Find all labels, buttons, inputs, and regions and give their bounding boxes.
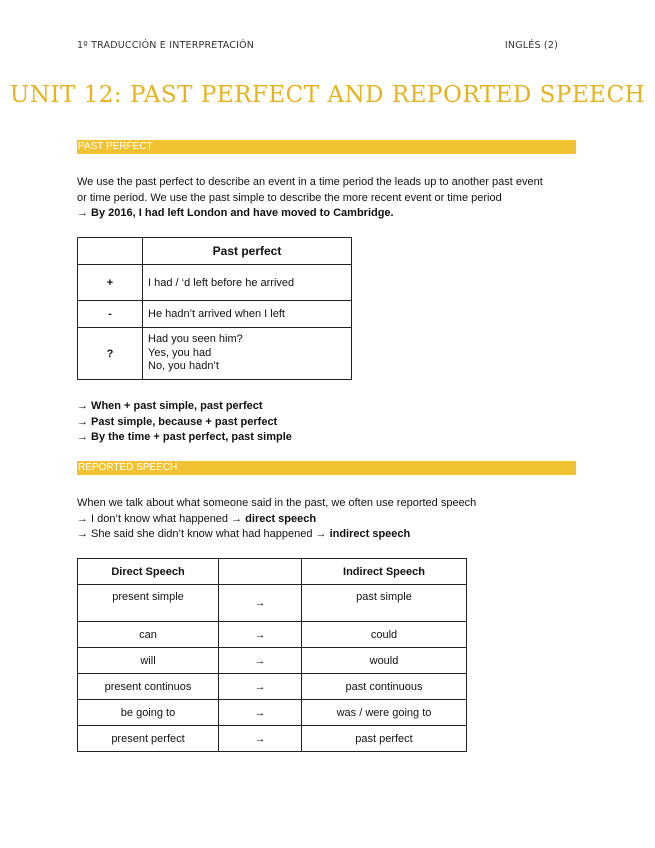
table-row	[78, 301, 352, 328]
direct-speech-label: direct speech	[245, 512, 317, 525]
intro-line: When we talk about what someone said in the past, we often use reported speech	[77, 497, 477, 509]
arrow-cell: →	[219, 674, 302, 700]
section-heading-reported-speech: REPORTED SPEECH	[77, 461, 576, 475]
rule-item: → When + past simple, past perfect	[77, 400, 263, 412]
column-header-indirect: Indirect Speech	[302, 559, 467, 585]
reported-speech-table	[77, 558, 467, 752]
indirect-cell: could	[302, 622, 467, 648]
column-header-arrow	[219, 559, 302, 585]
arrow-cell: →	[219, 622, 302, 648]
example-text: → She said she didn’t know what had happened →	[77, 528, 330, 540]
table-row	[78, 622, 467, 648]
table-row	[78, 648, 467, 674]
arrow-cell: →	[219, 585, 302, 622]
table-row	[78, 726, 467, 752]
table-row	[78, 265, 352, 301]
direct-cell: will	[78, 648, 219, 674]
indirect-cell: past continuous	[302, 674, 467, 700]
direct-cell: present continuos	[78, 674, 219, 700]
column-header-direct: Direct Speech	[78, 559, 219, 585]
direct-cell: present perfect	[78, 726, 219, 752]
subject-label: INGLÉS (2)	[504, 40, 558, 51]
page-title: UNIT 12: PAST PERFECT AND REPORTED SPEECH	[9, 82, 646, 108]
table-row	[78, 700, 467, 726]
indirect-cell: would	[302, 648, 467, 674]
arrow-cell: →	[219, 726, 302, 752]
arrow-cell: →	[219, 700, 302, 726]
direct-example	[77, 512, 587, 528]
example-line: Yes, you had	[148, 346, 212, 359]
example-cell: I had / ‘d left before he arrived	[143, 265, 352, 301]
rule-item: → By the time + past perfect, past simple	[77, 431, 292, 443]
table-row	[78, 585, 467, 622]
sign-cell: -	[78, 301, 143, 328]
example-cell: He hadn’t arrived when I left	[143, 301, 352, 328]
description-line: or time period. We use the past simple to describe the more recent event or time period	[77, 191, 502, 204]
usage-rules	[77, 399, 587, 446]
example-cell	[143, 328, 352, 380]
indirect-example	[77, 527, 587, 543]
example-line: No, you hadn’t	[148, 360, 219, 373]
direct-cell: can	[78, 622, 219, 648]
past-perfect-table	[77, 237, 352, 380]
table-header: Past perfect	[143, 238, 352, 265]
example-sentence: → By 2016, I had left London and have moved to Cambridge.	[77, 207, 394, 219]
direct-cell: be going to	[78, 700, 219, 726]
example-line: Had you seen him?	[148, 333, 243, 346]
description-line: We use the past perfect to describe an event in a time period the leads up to another past event	[77, 176, 543, 188]
sign-cell: ?	[78, 328, 143, 380]
indirect-cell: past perfect	[302, 726, 467, 752]
indirect-cell: past simple	[302, 585, 467, 622]
example-text: → I don’t know what happened →	[77, 512, 246, 525]
arrow-cell: →	[219, 648, 302, 674]
indirect-speech-label: indirect speech	[329, 528, 411, 540]
table-row	[78, 328, 352, 380]
sign-cell: +	[78, 265, 143, 301]
table-row	[78, 674, 467, 700]
section-heading-past-perfect: PAST PERFECT	[77, 140, 576, 154]
direct-cell: present simple	[78, 585, 219, 622]
table-corner-cell	[78, 238, 143, 265]
reported-speech-intro	[77, 496, 587, 543]
course-label: 1º TRADUCCIÓN E INTERPRETACIÓN	[77, 40, 255, 51]
past-perfect-description	[77, 175, 587, 222]
rule-item: → Past simple, because + past perfect	[77, 415, 278, 428]
indirect-cell: was / were going to	[302, 700, 467, 726]
